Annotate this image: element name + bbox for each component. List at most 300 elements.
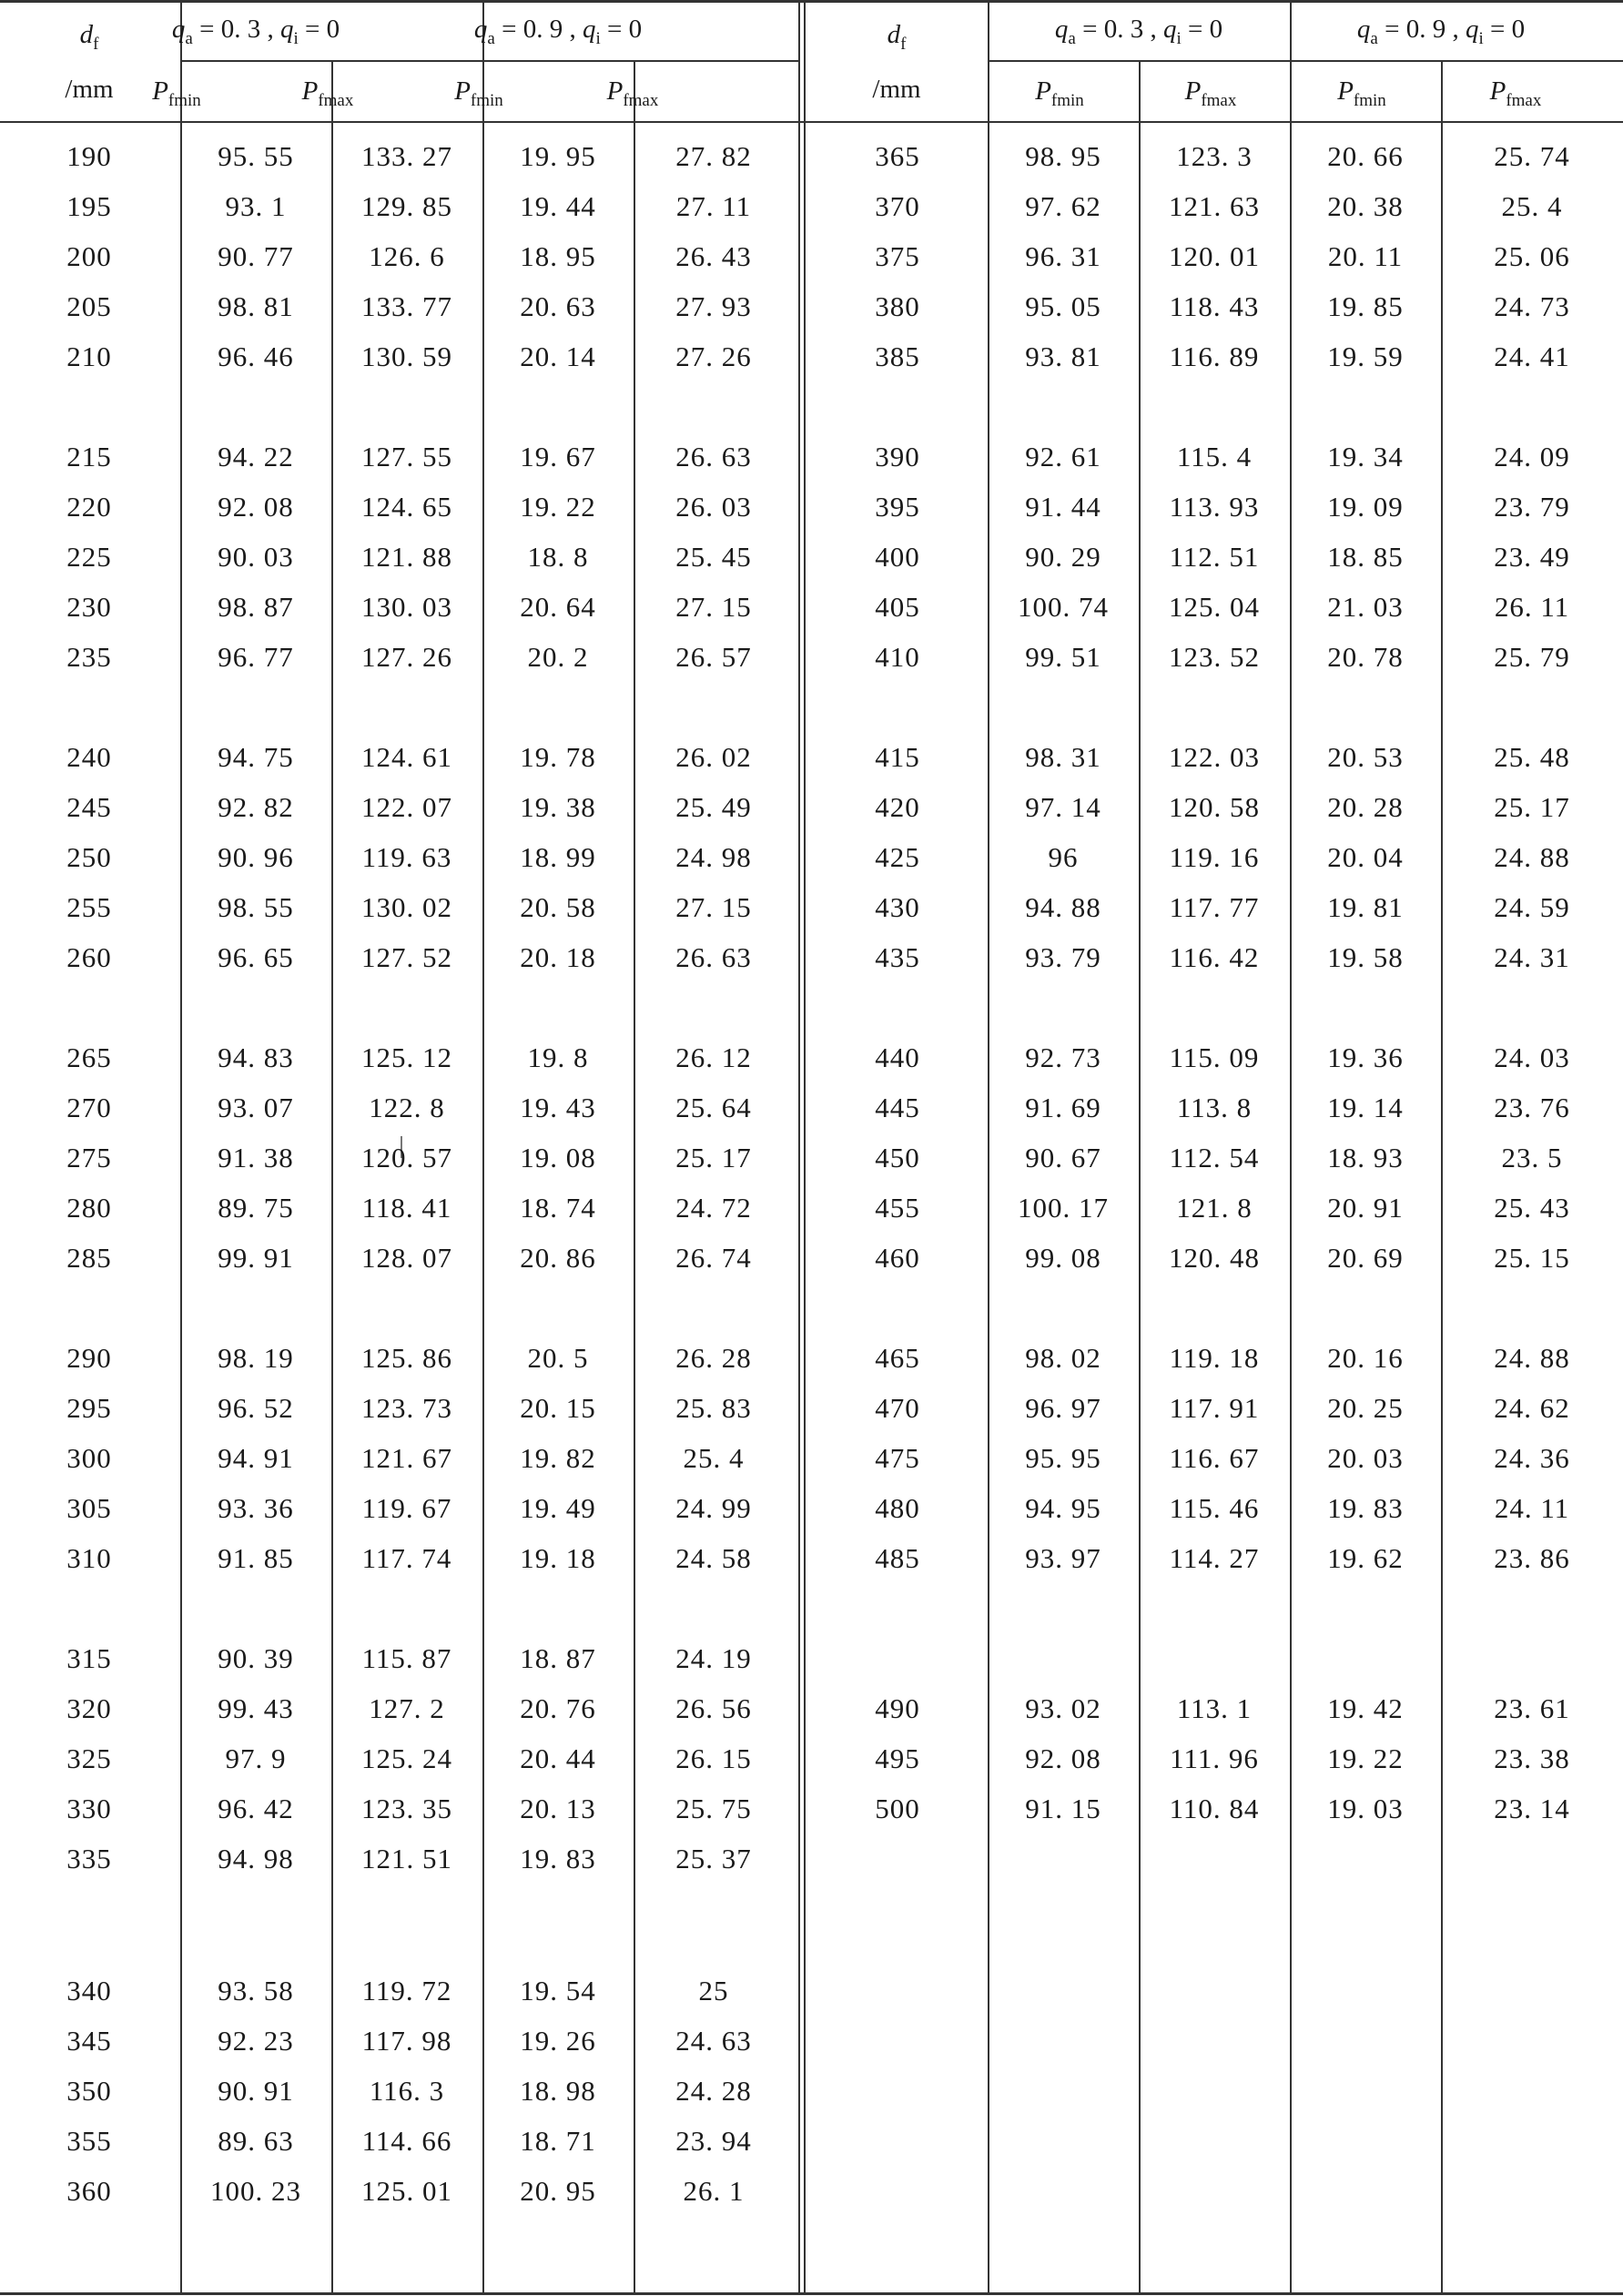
pfmax-q03-cell: 125. 86 <box>361 1342 452 1374</box>
pfmax-q03-cell: 126. 6 <box>369 240 445 272</box>
pfmin-q09-cell: 18. 74 <box>520 1192 596 1224</box>
pfmax-q03-cell: 120. 48 <box>1169 1242 1260 1274</box>
df-header-right: $d_f$ <box>887 20 907 54</box>
pfmax-q03-cell: 122. 03 <box>1169 741 1260 773</box>
pfmax-q09-cell: 24. 03 <box>1494 1041 1570 1073</box>
pfmin-q09-cell: 20. 14 <box>520 340 596 372</box>
pfmin-q03-cell: 93. 07 <box>218 1092 294 1123</box>
pfmin-q03-cell: 98. 02 <box>1025 1342 1101 1374</box>
pfmax-q03-cell: 130. 02 <box>361 891 452 923</box>
pfmax-q03-cell: 130. 59 <box>361 340 452 372</box>
df-cell: 285 <box>66 1242 112 1274</box>
df-cell: 485 <box>875 1542 920 1574</box>
pfmax-q09-cell: 25. 74 <box>1494 140 1570 172</box>
pfmin-q09-cell: 19. 81 <box>1327 891 1404 923</box>
pfmax-q09-cell: 25. 17 <box>1494 791 1570 823</box>
pfmin-q03-cell: 98. 81 <box>218 290 294 322</box>
pfmax-q09-cell: 27. 15 <box>675 591 752 623</box>
pfmax-q09-cell: 27. 93 <box>675 290 752 322</box>
df-cell: 255 <box>66 891 112 923</box>
df-cell: 455 <box>875 1192 920 1224</box>
pfmax-q09-cell: 26. 02 <box>675 741 752 773</box>
pfmax-q03-cell: 130. 03 <box>361 591 452 623</box>
col-divider <box>634 62 635 2294</box>
pfmax-q03-cell: 127. 52 <box>361 941 452 973</box>
pfmin-q09-cell: 20. 69 <box>1327 1242 1404 1274</box>
pfmax-q03-cell: 120. 57 <box>361 1142 452 1173</box>
pfmin-q03-cell: 100. 17 <box>1018 1192 1109 1224</box>
pfmax-q03-cell: 115. 46 <box>1169 1492 1260 1524</box>
df-cell: 315 <box>66 1642 112 1674</box>
pfmin-q03-cell: 93. 97 <box>1025 1542 1101 1574</box>
df-cell: 465 <box>875 1342 920 1374</box>
header-bottom-rule <box>0 121 1623 123</box>
df-cell: 275 <box>66 1142 112 1173</box>
pfmax-q09-cell: 23. 61 <box>1494 1692 1570 1724</box>
pfmin-q09-cell: 19. 22 <box>520 491 596 523</box>
pfmin-q09-cell: 19. 8 <box>527 1041 589 1073</box>
pfmin-q09-cell: 18. 98 <box>520 2075 596 2107</box>
df-cell: 215 <box>66 441 112 472</box>
pfmin-q03-cell: 96. 52 <box>218 1392 294 1424</box>
group-header-rule-right <box>988 60 1623 62</box>
pfmax-q09-cell: 23. 49 <box>1494 541 1570 573</box>
unit-header-right: /mm <box>872 75 921 104</box>
pfmin-q09-cell: 20. 86 <box>520 1242 596 1274</box>
pfmax-q09-cell: 24. 73 <box>1494 290 1570 322</box>
pfmax-q03-cell: 129. 85 <box>361 190 452 222</box>
df-cell: 335 <box>66 1843 112 1874</box>
pfmin-q09-cell: 19. 43 <box>520 1092 596 1123</box>
pfmax-q09-cell: 23. 76 <box>1494 1092 1570 1123</box>
pfmax-header: $P_{fmax}$ <box>1184 76 1237 110</box>
pfmin-q09-cell: 20. 76 <box>520 1692 596 1724</box>
pfmin-q03-cell: 95. 55 <box>218 140 294 172</box>
pfmax-q09-cell: 26. 03 <box>675 491 752 523</box>
pfmax-q03-cell: 122. 07 <box>361 791 452 823</box>
pfmin-q09-cell: 20. 63 <box>520 290 596 322</box>
pfmin-q09-cell: 20. 16 <box>1327 1342 1404 1374</box>
pfmin-q03-cell: 96. 31 <box>1025 240 1101 272</box>
pfmax-q03-cell: 125. 24 <box>361 1742 452 1774</box>
pfmax-q03-cell: 127. 2 <box>369 1692 445 1724</box>
pfmin-q09-cell: 20. 44 <box>520 1742 596 1774</box>
pfmax-q03-cell: 117. 74 <box>361 1542 452 1574</box>
pfmin-q03-cell: 93. 58 <box>218 1975 294 2006</box>
pfmax-q03-cell: 119. 67 <box>361 1492 452 1524</box>
pfmax-q03-cell: 116. 3 <box>369 2075 445 2107</box>
pfmin-q09-cell: 20. 11 <box>1327 240 1404 272</box>
pfmin-q03-cell: 97. 9 <box>225 1742 287 1774</box>
pfmin-q03-cell: 94. 95 <box>1025 1492 1101 1524</box>
pfmin-q03-cell: 92. 08 <box>218 491 294 523</box>
df-cell: 415 <box>875 741 920 773</box>
pfmin-q09-cell: 20. 78 <box>1327 641 1404 673</box>
pfmax-q09-cell: 25 <box>698 1975 729 2006</box>
df-cell: 195 <box>66 190 112 222</box>
pfmax-q09-cell: 25. 45 <box>675 541 752 573</box>
pfmin-q03-cell: 90. 29 <box>1025 541 1101 573</box>
pfmin-q09-cell: 20. 04 <box>1327 841 1404 873</box>
pfmax-q09-cell: 24. 31 <box>1494 941 1570 973</box>
df-cell: 405 <box>875 591 920 623</box>
df-cell: 260 <box>66 941 112 973</box>
pfmin-q03-cell: 92. 73 <box>1025 1041 1101 1073</box>
pfmin-q09-cell: 19. 44 <box>520 190 596 222</box>
pfmax-q09-cell: 25. 79 <box>1494 641 1570 673</box>
pfmax-q09-cell: 24. 63 <box>675 2025 752 2057</box>
pfmax-q03-cell: 125. 01 <box>361 2175 452 2207</box>
pfmin-q03-cell: 96. 42 <box>218 1793 294 1824</box>
pfmin-q09-cell: 20. 13 <box>520 1793 596 1824</box>
pfmax-q03-cell: 120. 01 <box>1169 240 1260 272</box>
pfmin-q09-cell: 19. 18 <box>520 1542 596 1574</box>
pfmin-q09-cell: 19. 59 <box>1327 340 1404 372</box>
pfmax-q03-cell: 110. 84 <box>1169 1793 1260 1824</box>
df-cell: 190 <box>66 140 112 172</box>
pfmax-q09-cell: 24. 59 <box>1494 891 1570 923</box>
pfmin-q03-cell: 98. 95 <box>1025 140 1101 172</box>
pfmax-q03-cell: 119. 72 <box>361 1975 452 2006</box>
pfmax-q03-cell: 114. 66 <box>361 2125 452 2157</box>
pfmax-q03-cell: 121. 51 <box>361 1843 452 1874</box>
pfmax-q09-cell: 24. 28 <box>675 2075 752 2107</box>
df-cell: 340 <box>66 1975 112 2006</box>
pfmin-q09-cell: 20. 95 <box>520 2175 596 2207</box>
pfmax-q03-cell: 115. 87 <box>361 1642 452 1674</box>
df-cell: 435 <box>875 941 920 973</box>
pfmin-q03-cell: 91. 85 <box>218 1542 294 1574</box>
pfmax-q09-cell: 25. 06 <box>1494 240 1570 272</box>
pfmax-q09-cell: 27. 82 <box>675 140 752 172</box>
pfmax-q09-cell: 24. 72 <box>675 1192 752 1224</box>
pfmin-q09-cell: 20. 64 <box>520 591 596 623</box>
pfmin-q03-cell: 92. 61 <box>1025 441 1101 472</box>
df-cell: 370 <box>875 190 920 222</box>
pfmin-q03-cell: 91. 38 <box>218 1142 294 1173</box>
pfmax-q03-cell: 116. 67 <box>1169 1442 1260 1474</box>
pfmin-q03-cell: 90. 91 <box>218 2075 294 2107</box>
pfmax-q09-cell: 26. 63 <box>675 441 752 472</box>
pfmin-q03-cell: 90. 39 <box>218 1642 294 1674</box>
pfmax-q09-cell: 26. 11 <box>1494 591 1570 623</box>
pfmax-q03-cell: 127. 55 <box>361 441 452 472</box>
pfmax-q03-cell: 113. 93 <box>1169 491 1260 523</box>
pfmin-q09-cell: 20. 66 <box>1327 140 1404 172</box>
pfmax-q09-cell: 26. 63 <box>675 941 752 973</box>
df-cell: 250 <box>66 841 112 873</box>
pfmin-q03-cell: 100. 74 <box>1018 591 1109 623</box>
pfmax-q09-cell: 25. 48 <box>1494 741 1570 773</box>
pfmax-q09-cell: 24. 98 <box>675 841 752 873</box>
pfmin-q03-cell: 96. 77 <box>218 641 294 673</box>
pfmin-q09-cell: 20. 5 <box>527 1342 589 1374</box>
pfmax-q09-cell: 26. 56 <box>675 1692 752 1724</box>
pfmin-q09-cell: 19. 26 <box>520 2025 596 2057</box>
df-cell: 310 <box>66 1542 112 1574</box>
pfmin-q03-cell: 93. 1 <box>225 190 287 222</box>
pfmin-q09-cell: 19. 83 <box>1327 1492 1404 1524</box>
pfmin-q09-cell: 19. 67 <box>520 441 596 472</box>
pfmin-q03-cell: 94. 83 <box>218 1041 294 1073</box>
pfmax-header: $P_{fmax}$ <box>1489 76 1542 110</box>
pfmin-q03-cell: 90. 96 <box>218 841 294 873</box>
pfmax-q03-cell: 121. 88 <box>361 541 452 573</box>
df-cell: 240 <box>66 741 112 773</box>
pfmax-q09-cell: 27. 26 <box>675 340 752 372</box>
pfmin-q03-cell: 94. 75 <box>218 741 294 773</box>
pfmax-q03-cell: 118. 41 <box>361 1192 452 1224</box>
df-cell: 410 <box>875 641 920 673</box>
df-cell: 360 <box>66 2175 112 2207</box>
pfmin-q09-cell: 19. 49 <box>520 1492 596 1524</box>
pfmin-q09-cell: 19. 62 <box>1327 1542 1404 1574</box>
pfmin-q09-cell: 20. 15 <box>520 1392 596 1424</box>
top-border <box>0 0 1623 3</box>
pfmin-q03-cell: 96 <box>1048 841 1079 873</box>
df-cell: 235 <box>66 641 112 673</box>
pfmin-q09-cell: 20. 91 <box>1327 1192 1404 1224</box>
df-cell: 380 <box>875 290 920 322</box>
pfmin-q09-cell: 20. 25 <box>1327 1392 1404 1424</box>
pfmin-q09-cell: 18. 87 <box>520 1642 596 1674</box>
df-cell: 475 <box>875 1442 920 1474</box>
pfmax-q03-cell: 113. 8 <box>1176 1092 1253 1123</box>
pfmax-q09-cell: 23. 79 <box>1494 491 1570 523</box>
pfmin-q09-cell: 18. 71 <box>520 2125 596 2157</box>
group-header-qa03-left: $q_a = 0$. 3 , $q_i = 0$ <box>171 15 340 48</box>
pfmax-q09-cell: 24. 19 <box>675 1642 752 1674</box>
pfmin-q03-cell: 94. 91 <box>218 1442 294 1474</box>
pfmin-q03-cell: 98. 31 <box>1025 741 1101 773</box>
df-cell: 440 <box>875 1041 920 1073</box>
group-header-qa03-right: $q_a = 0$. 3 , $q_i = 0$ <box>1054 15 1223 48</box>
df-cell: 210 <box>66 340 112 372</box>
pfmin-q09-cell: 18. 8 <box>527 541 589 573</box>
df-cell: 350 <box>66 2075 112 2107</box>
pfmin-q03-cell: 96. 46 <box>218 340 294 372</box>
col-divider <box>331 62 333 2294</box>
pfmin-q03-cell: 94. 88 <box>1025 891 1101 923</box>
group-header-rule-left <box>180 60 799 62</box>
pfmin-q03-cell: 99. 51 <box>1025 641 1101 673</box>
pfmax-q03-cell: 112. 51 <box>1169 541 1260 573</box>
df-cell: 500 <box>875 1793 920 1824</box>
pfmax-q03-cell: 111. 96 <box>1170 1742 1259 1774</box>
df-cell: 220 <box>66 491 112 523</box>
pfmax-q09-cell: 26. 15 <box>675 1742 752 1774</box>
pfmin-q09-cell: 19. 08 <box>520 1142 596 1173</box>
pfmin-q03-cell: 92. 82 <box>218 791 294 823</box>
pfmin-q09-cell: 19. 09 <box>1327 491 1404 523</box>
pfmax-q03-cell: 124. 65 <box>361 491 452 523</box>
pfmin-q09-cell: 19. 38 <box>520 791 596 823</box>
pfmin-q09-cell: 19. 78 <box>520 741 596 773</box>
df-header-left: $d_f$ <box>79 20 99 54</box>
pfmin-q03-cell: 93. 79 <box>1025 941 1101 973</box>
df-cell: 265 <box>66 1041 112 1073</box>
pfmin-q03-cell: 90. 67 <box>1025 1142 1101 1173</box>
pfmin-q09-cell: 19. 54 <box>520 1975 596 2006</box>
pfmin-q09-cell: 20. 28 <box>1327 791 1404 823</box>
df-cell: 245 <box>66 791 112 823</box>
df-cell: 345 <box>66 2025 112 2057</box>
pfmin-q03-cell: 91. 15 <box>1025 1793 1101 1824</box>
df-cell: 395 <box>875 491 920 523</box>
pfmax-q03-cell: 115. 09 <box>1169 1041 1260 1073</box>
pfmax-q03-cell: 119. 63 <box>361 841 452 873</box>
df-cell: 385 <box>875 340 920 372</box>
pfmin-q03-cell: 97. 62 <box>1025 190 1101 222</box>
pfmax-q09-cell: 25. 83 <box>675 1392 752 1424</box>
pfmin-q03-cell: 93. 81 <box>1025 340 1101 372</box>
pfmin-q09-cell: 19. 42 <box>1327 1692 1404 1724</box>
pfmin-q03-cell: 92. 08 <box>1025 1742 1101 1774</box>
pfmin-q03-cell: 95. 95 <box>1025 1442 1101 1474</box>
pfmax-q03-cell: 125. 04 <box>1169 591 1260 623</box>
pfmin-q09-cell: 21. 03 <box>1327 591 1404 623</box>
pfmax-q09-cell: 24. 58 <box>675 1542 752 1574</box>
bottom-border <box>0 2292 1623 2295</box>
pfmin-q03-cell: 98. 19 <box>218 1342 294 1374</box>
pfmax-q09-cell: 27. 15 <box>675 891 752 923</box>
pfmin-q03-cell: 89. 75 <box>218 1192 294 1224</box>
df-cell: 320 <box>66 1692 112 1724</box>
pfmin-q03-cell: 99. 43 <box>218 1692 294 1724</box>
pfmin-q03-cell: 94. 98 <box>218 1843 294 1874</box>
col-divider <box>1441 62 1443 2294</box>
pfmin-q03-cell: 91. 69 <box>1025 1092 1101 1123</box>
df-cell: 200 <box>66 240 112 272</box>
pfmin-header: $P_{fmin}$ <box>152 76 201 110</box>
pfmax-q09-cell: 24. 99 <box>675 1492 752 1524</box>
pfmax-q03-cell: 121. 8 <box>1176 1192 1253 1224</box>
df-cell: 205 <box>66 290 112 322</box>
col-divider <box>1139 62 1141 2294</box>
pfmin-q09-cell: 19. 85 <box>1327 290 1404 322</box>
pfmax-q09-cell: 24. 36 <box>1494 1442 1570 1474</box>
df-cell: 495 <box>875 1742 920 1774</box>
pfmin-q03-cell: 96. 97 <box>1025 1392 1101 1424</box>
pfmax-q03-cell: 123. 3 <box>1176 140 1253 172</box>
pfmin-q09-cell: 19. 82 <box>520 1442 596 1474</box>
df-cell: 290 <box>66 1342 112 1374</box>
pfmax-q03-cell: 133. 77 <box>361 290 452 322</box>
pfmin-q03-cell: 97. 14 <box>1025 791 1101 823</box>
pfmax-q03-cell: 123. 35 <box>361 1793 452 1824</box>
pfmin-q03-cell: 90. 77 <box>218 240 294 272</box>
df-cell: 480 <box>875 1492 920 1524</box>
pfmax-q09-cell: 25. 4 <box>683 1442 745 1474</box>
pfmax-q09-cell: 24. 11 <box>1494 1492 1570 1524</box>
pfmin-q09-cell: 19. 83 <box>520 1843 596 1874</box>
df-cell: 430 <box>875 891 920 923</box>
pfmax-q03-cell: 115. 4 <box>1176 441 1253 472</box>
pfmax-q09-cell: 25. 17 <box>675 1142 752 1173</box>
pfmax-q03-cell: 116. 42 <box>1169 941 1260 973</box>
df-cell: 305 <box>66 1492 112 1524</box>
pfmax-q03-cell: 121. 67 <box>361 1442 452 1474</box>
group-header-qa09-right: $q_a = 0$. 9 , $q_i = 0$ <box>1356 15 1526 48</box>
df-cell: 445 <box>875 1092 920 1123</box>
pfmax-q03-cell: 128. 07 <box>361 1242 452 1274</box>
pfmax-q09-cell: 23. 86 <box>1494 1542 1570 1574</box>
df-cell: 490 <box>875 1692 920 1724</box>
pfmin-q09-cell: 19. 14 <box>1327 1092 1404 1123</box>
df-cell: 300 <box>66 1442 112 1474</box>
pfmax-q03-cell: 133. 27 <box>361 140 452 172</box>
pfmax-q09-cell: 26. 12 <box>675 1041 752 1073</box>
pfmax-q09-cell: 26. 28 <box>675 1342 752 1374</box>
pfmax-q03-cell: 122. 8 <box>369 1092 445 1123</box>
pfmin-q09-cell: 18. 95 <box>520 240 596 272</box>
df-cell: 270 <box>66 1092 112 1123</box>
unit-header-left: /mm <box>65 75 114 104</box>
pfmax-q09-cell: 24. 41 <box>1494 340 1570 372</box>
pfmin-q03-cell: 99. 91 <box>218 1242 294 1274</box>
pfmin-q03-cell: 98. 87 <box>218 591 294 623</box>
pfmin-q03-cell: 90. 03 <box>218 541 294 573</box>
pfmax-q03-cell: 121. 63 <box>1169 190 1260 222</box>
pfmin-q09-cell: 19. 22 <box>1327 1742 1404 1774</box>
pfmax-q03-cell: 114. 27 <box>1169 1542 1260 1574</box>
df-cell: 230 <box>66 591 112 623</box>
pfmin-q03-cell: 99. 08 <box>1025 1242 1101 1274</box>
pfmin-q03-cell: 98. 55 <box>218 891 294 923</box>
pfmin-header: $P_{fmin}$ <box>1035 76 1084 110</box>
pfmax-q09-cell: 23. 5 <box>1501 1142 1563 1173</box>
pfmax-q03-cell: 125. 12 <box>361 1041 452 1073</box>
pfmax-q09-cell: 25. 49 <box>675 791 752 823</box>
pfmin-q09-cell: 19. 03 <box>1327 1793 1404 1824</box>
pfmax-q09-cell: 26. 43 <box>675 240 752 272</box>
pfmax-q03-cell: 119. 16 <box>1169 841 1260 873</box>
pfmin-q03-cell: 89. 63 <box>218 2125 294 2157</box>
pfmax-q03-cell: 124. 61 <box>361 741 452 773</box>
pfmax-q09-cell: 25. 15 <box>1494 1242 1570 1274</box>
df-cell: 295 <box>66 1392 112 1424</box>
pfmax-header: $P_{fmax}$ <box>606 76 659 110</box>
pfmax-q03-cell: 113. 1 <box>1176 1692 1253 1724</box>
pfmin-q03-cell: 96. 65 <box>218 941 294 973</box>
pfmax-q09-cell: 27. 11 <box>675 190 752 222</box>
df-cell: 400 <box>875 541 920 573</box>
df-cell: 325 <box>66 1742 112 1774</box>
pfmin-q03-cell: 93. 36 <box>218 1492 294 1524</box>
pfmax-q09-cell: 23. 94 <box>675 2125 752 2157</box>
df-cell: 280 <box>66 1192 112 1224</box>
pfmin-q09-cell: 20. 38 <box>1327 190 1404 222</box>
pfmax-q09-cell: 26. 57 <box>675 641 752 673</box>
pfmin-q03-cell: 91. 44 <box>1025 491 1101 523</box>
pfmax-q09-cell: 25. 4 <box>1501 190 1563 222</box>
pfmax-q09-cell: 25. 37 <box>675 1843 752 1874</box>
group-header-qa09-left: $q_a = 0$. 9 , $q_i = 0$ <box>473 15 643 48</box>
pfmin-q09-cell: 18. 85 <box>1327 541 1404 573</box>
df-cell: 225 <box>66 541 112 573</box>
df-cell: 375 <box>875 240 920 272</box>
df-cell: 420 <box>875 791 920 823</box>
pfmin-q09-cell: 20. 53 <box>1327 741 1404 773</box>
pfmin-q09-cell: 19. 34 <box>1327 441 1404 472</box>
df-cell: 425 <box>875 841 920 873</box>
pfmax-header: $P_{fmax}$ <box>301 76 354 110</box>
pfmax-q03-cell: 119. 18 <box>1169 1342 1260 1374</box>
pfmin-q09-cell: 19. 58 <box>1327 941 1404 973</box>
pfmin-q03-cell: 93. 02 <box>1025 1692 1101 1724</box>
pfmax-q09-cell: 26. 1 <box>683 2175 745 2207</box>
df-cell: 330 <box>66 1793 112 1824</box>
